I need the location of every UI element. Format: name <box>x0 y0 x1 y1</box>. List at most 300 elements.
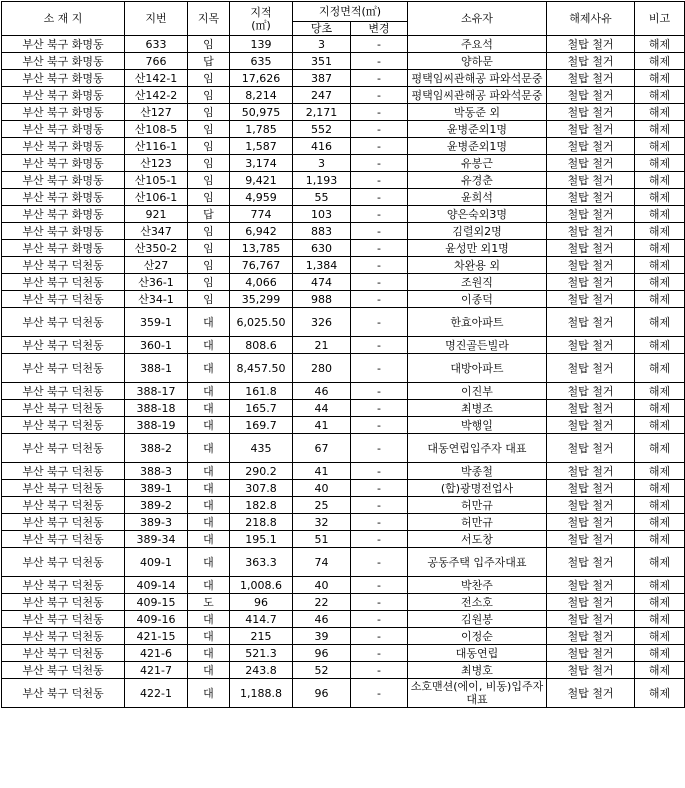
cell-initial: 96 <box>293 645 351 662</box>
cell-reason: 철탑 철거 <box>547 121 635 138</box>
cell-category: 대 <box>188 514 230 531</box>
cell-area: 808.6 <box>230 337 293 354</box>
cell-owner: 명진골든빌라 <box>408 337 547 354</box>
cell-category: 도 <box>188 594 230 611</box>
cell-location: 부산 북구 화명동 <box>2 87 125 104</box>
cell-remark: 해제 <box>635 417 685 434</box>
cell-remark: 해제 <box>635 104 685 121</box>
cell-category: 대 <box>188 645 230 662</box>
cell-remark: 해제 <box>635 577 685 594</box>
cell-change: - <box>351 383 408 400</box>
cell-lot: 389-1 <box>125 480 188 497</box>
cell-change: - <box>351 274 408 291</box>
cell-remark: 해제 <box>635 87 685 104</box>
table-row <box>2 70 685 87</box>
cell-location: 부산 북구 화명동 <box>2 70 125 87</box>
cell-change: - <box>351 87 408 104</box>
cell-area: 774 <box>230 206 293 223</box>
cell-initial: 387 <box>293 70 351 87</box>
cell-remark: 해제 <box>635 291 685 308</box>
cell-reason: 철탑 철거 <box>547 577 635 594</box>
cell-change: - <box>351 577 408 594</box>
cell-remark: 해제 <box>635 400 685 417</box>
cell-reason: 철탑 철거 <box>547 628 635 645</box>
cell-location: 부산 북구 덕천동 <box>2 383 125 400</box>
cell-location: 부산 북구 화명동 <box>2 121 125 138</box>
cell-remark: 해제 <box>635 463 685 480</box>
cell-owner: 서도창 <box>408 531 547 548</box>
cell-owner: 양은숙외3명 <box>408 206 547 223</box>
cell-area: 6,942 <box>230 223 293 240</box>
cell-area: 363.3 <box>230 548 293 577</box>
cell-change: - <box>351 206 408 223</box>
cell-remark: 해제 <box>635 383 685 400</box>
cell-reason: 철탑 철거 <box>547 240 635 257</box>
cell-lot: 921 <box>125 206 188 223</box>
cell-location: 부산 북구 덕천동 <box>2 628 125 645</box>
cell-category: 대 <box>188 628 230 645</box>
cell-category: 임 <box>188 189 230 206</box>
table-row <box>2 679 685 708</box>
cell-remark: 해제 <box>635 223 685 240</box>
cell-lot: 산347 <box>125 223 188 240</box>
header-owner: 소유자 <box>408 2 547 36</box>
cell-location: 부산 북구 덕천동 <box>2 611 125 628</box>
cell-reason: 철탑 철거 <box>547 679 635 708</box>
cell-initial: 280 <box>293 354 351 383</box>
cell-lot: 409-14 <box>125 577 188 594</box>
cell-reason: 철탑 철거 <box>547 223 635 240</box>
table-row <box>2 611 685 628</box>
cell-area: 17,626 <box>230 70 293 87</box>
cell-owner: 유봉근 <box>408 155 547 172</box>
table-header <box>2 2 685 36</box>
cell-initial: 67 <box>293 434 351 463</box>
cell-reason: 철탑 철거 <box>547 417 635 434</box>
table-row <box>2 497 685 514</box>
cell-area: 290.2 <box>230 463 293 480</box>
cell-location: 부산 북구 화명동 <box>2 206 125 223</box>
cell-initial: 52 <box>293 662 351 679</box>
cell-area: 435 <box>230 434 293 463</box>
table-row <box>2 400 685 417</box>
cell-location: 부산 북구 덕천동 <box>2 662 125 679</box>
cell-reason: 철탑 철거 <box>547 480 635 497</box>
cell-remark: 해제 <box>635 628 685 645</box>
cell-location: 부산 북구 덕천동 <box>2 577 125 594</box>
header-reason: 해제사유 <box>547 2 635 36</box>
cell-initial: 46 <box>293 383 351 400</box>
cell-area: 139 <box>230 36 293 53</box>
cell-area: 6,025.50 <box>230 308 293 337</box>
cell-initial: 51 <box>293 531 351 548</box>
cell-area: 195.1 <box>230 531 293 548</box>
table-row <box>2 121 685 138</box>
header-initial: 당초 <box>293 22 351 36</box>
header-area-unit: (㎡) <box>251 18 271 32</box>
cell-owner: 윤희석 <box>408 189 547 206</box>
cell-initial: 3 <box>293 36 351 53</box>
cell-lot: 산142-1 <box>125 70 188 87</box>
cell-change: - <box>351 189 408 206</box>
cell-initial: 247 <box>293 87 351 104</box>
cell-change: - <box>351 121 408 138</box>
cell-initial: 44 <box>293 400 351 417</box>
cell-reason: 철탑 철거 <box>547 645 635 662</box>
cell-lot: 766 <box>125 53 188 70</box>
cell-reason: 철탑 철거 <box>547 400 635 417</box>
cell-reason: 철탑 철거 <box>547 594 635 611</box>
cell-category: 임 <box>188 240 230 257</box>
header-category: 지목 <box>188 2 230 36</box>
cell-owner: 허만규 <box>408 497 547 514</box>
cell-location: 부산 북구 화명동 <box>2 240 125 257</box>
cell-change: - <box>351 337 408 354</box>
header-area-label: 지적 <box>250 5 272 19</box>
cell-lot: 산142-2 <box>125 87 188 104</box>
cell-reason: 철탑 철거 <box>547 36 635 53</box>
cell-reason: 철탑 철거 <box>547 172 635 189</box>
cell-remark: 해제 <box>635 206 685 223</box>
cell-remark: 해제 <box>635 70 685 87</box>
cell-change: - <box>351 172 408 189</box>
cell-owner: 평택임씨관해공 파와석문중 <box>408 87 547 104</box>
cell-category: 대 <box>188 548 230 577</box>
cell-lot: 633 <box>125 36 188 53</box>
cell-reason: 철탑 철거 <box>547 514 635 531</box>
cell-initial: 351 <box>293 53 351 70</box>
cell-change: - <box>351 611 408 628</box>
table-row <box>2 223 685 240</box>
cell-lot: 산108-5 <box>125 121 188 138</box>
cell-owner: 대동연립입주자 대표 <box>408 434 547 463</box>
table-row <box>2 577 685 594</box>
cell-lot: 389-2 <box>125 497 188 514</box>
cell-initial: 1,384 <box>293 257 351 274</box>
cell-category: 대 <box>188 531 230 548</box>
cell-owner: 이진부 <box>408 383 547 400</box>
cell-area: 9,421 <box>230 172 293 189</box>
cell-remark: 해제 <box>635 172 685 189</box>
cell-change: - <box>351 463 408 480</box>
cell-lot: 409-16 <box>125 611 188 628</box>
cell-owner: 평택임씨관해공 파와석문중 <box>408 70 547 87</box>
table-row <box>2 155 685 172</box>
cell-change: - <box>351 497 408 514</box>
cell-remark: 해제 <box>635 240 685 257</box>
cell-lot: 388-19 <box>125 417 188 434</box>
table-row <box>2 594 685 611</box>
cell-lot: 산127 <box>125 104 188 121</box>
cell-category: 임 <box>188 274 230 291</box>
table-row <box>2 548 685 577</box>
table-row <box>2 463 685 480</box>
header-lot: 지번 <box>125 2 188 36</box>
table-row <box>2 417 685 434</box>
cell-remark: 해제 <box>635 594 685 611</box>
cell-remark: 해제 <box>635 189 685 206</box>
cell-reason: 철탑 철거 <box>547 138 635 155</box>
table-row <box>2 337 685 354</box>
cell-lot: 산105-1 <box>125 172 188 189</box>
table-row <box>2 645 685 662</box>
table-row <box>2 104 685 121</box>
cell-change: - <box>351 70 408 87</box>
cell-initial: 46 <box>293 611 351 628</box>
cell-category: 대 <box>188 679 230 708</box>
cell-initial: 22 <box>293 594 351 611</box>
cell-change: - <box>351 138 408 155</box>
cell-area: 169.7 <box>230 417 293 434</box>
cell-owner: 최병조 <box>408 400 547 417</box>
cell-change: - <box>351 354 408 383</box>
release-table <box>1 1 685 708</box>
cell-category: 임 <box>188 87 230 104</box>
cell-initial: 25 <box>293 497 351 514</box>
cell-initial: 96 <box>293 679 351 708</box>
cell-category: 임 <box>188 172 230 189</box>
cell-owner: 양하문 <box>408 53 547 70</box>
cell-location: 부산 북구 덕천동 <box>2 337 125 354</box>
cell-owner: 공동주택 입주자대표 <box>408 548 547 577</box>
cell-remark: 해제 <box>635 662 685 679</box>
cell-remark: 해제 <box>635 679 685 708</box>
cell-lot: 389-3 <box>125 514 188 531</box>
cell-initial: 55 <box>293 189 351 206</box>
cell-category: 답 <box>188 53 230 70</box>
cell-lot: 산123 <box>125 155 188 172</box>
cell-remark: 해제 <box>635 645 685 662</box>
cell-change: - <box>351 679 408 708</box>
cell-owner: 박찬주 <box>408 577 547 594</box>
cell-owner: 차완용 외 <box>408 257 547 274</box>
table-row <box>2 172 685 189</box>
cell-reason: 철탑 철거 <box>547 206 635 223</box>
cell-category: 대 <box>188 480 230 497</box>
table-row <box>2 36 685 53</box>
cell-initial: 41 <box>293 417 351 434</box>
cell-owner: 윤병준외1명 <box>408 121 547 138</box>
cell-lot: 421-15 <box>125 628 188 645</box>
cell-lot: 388-2 <box>125 434 188 463</box>
cell-reason: 철탑 철거 <box>547 548 635 577</box>
header-remark: 비고 <box>635 2 685 36</box>
cell-category: 임 <box>188 291 230 308</box>
table-row <box>2 274 685 291</box>
cell-reason: 철탑 철거 <box>547 531 635 548</box>
cell-change: - <box>351 645 408 662</box>
cell-reason: 철탑 철거 <box>547 383 635 400</box>
cell-lot: 산106-1 <box>125 189 188 206</box>
cell-category: 임 <box>188 223 230 240</box>
cell-initial: 2,171 <box>293 104 351 121</box>
cell-lot: 산350-2 <box>125 240 188 257</box>
cell-lot: 421-6 <box>125 645 188 662</box>
cell-reason: 철탑 철거 <box>547 291 635 308</box>
cell-category: 대 <box>188 337 230 354</box>
table-row <box>2 308 685 337</box>
cell-category: 대 <box>188 463 230 480</box>
cell-lot: 산27 <box>125 257 188 274</box>
cell-area: 182.8 <box>230 497 293 514</box>
cell-reason: 철탑 철거 <box>547 104 635 121</box>
cell-change: - <box>351 36 408 53</box>
cell-category: 대 <box>188 354 230 383</box>
cell-category: 대 <box>188 383 230 400</box>
cell-initial: 416 <box>293 138 351 155</box>
cell-area: 13,785 <box>230 240 293 257</box>
cell-reason: 철탑 철거 <box>547 354 635 383</box>
cell-owner: (합)광명전업사 <box>408 480 547 497</box>
cell-category: 임 <box>188 36 230 53</box>
cell-category: 대 <box>188 417 230 434</box>
cell-lot: 422-1 <box>125 679 188 708</box>
cell-owner: 소호맨션(에이, 비동)입주자대표 <box>408 679 547 708</box>
cell-area: 1,785 <box>230 121 293 138</box>
cell-remark: 해제 <box>635 354 685 383</box>
table-row <box>2 206 685 223</box>
cell-lot: 360-1 <box>125 337 188 354</box>
cell-area: 414.7 <box>230 611 293 628</box>
cell-location: 부산 북구 화명동 <box>2 36 125 53</box>
cell-location: 부산 북구 덕천동 <box>2 594 125 611</box>
cell-initial: 474 <box>293 274 351 291</box>
cell-owner: 박종철 <box>408 463 547 480</box>
cell-area: 4,066 <box>230 274 293 291</box>
cell-reason: 철탑 철거 <box>547 337 635 354</box>
cell-remark: 해제 <box>635 274 685 291</box>
cell-remark: 해제 <box>635 480 685 497</box>
cell-change: - <box>351 434 408 463</box>
cell-remark: 해제 <box>635 531 685 548</box>
cell-category: 대 <box>188 662 230 679</box>
table-body <box>2 36 685 708</box>
cell-initial: 41 <box>293 463 351 480</box>
cell-initial: 74 <box>293 548 351 577</box>
cell-owner: 유경춘 <box>408 172 547 189</box>
cell-location: 부산 북구 덕천동 <box>2 480 125 497</box>
cell-owner: 윤성만 외1명 <box>408 240 547 257</box>
cell-initial: 883 <box>293 223 351 240</box>
cell-change: - <box>351 240 408 257</box>
cell-location: 부산 북구 화명동 <box>2 189 125 206</box>
cell-change: - <box>351 417 408 434</box>
table-row <box>2 531 685 548</box>
cell-area: 215 <box>230 628 293 645</box>
cell-location: 부산 북구 덕천동 <box>2 257 125 274</box>
table-row <box>2 257 685 274</box>
cell-location: 부산 북구 덕천동 <box>2 400 125 417</box>
cell-area: 243.8 <box>230 662 293 679</box>
cell-area: 1,008.6 <box>230 577 293 594</box>
table-row <box>2 240 685 257</box>
cell-initial: 103 <box>293 206 351 223</box>
cell-remark: 해제 <box>635 434 685 463</box>
table-row <box>2 628 685 645</box>
cell-change: - <box>351 155 408 172</box>
cell-change: - <box>351 531 408 548</box>
table-row <box>2 480 685 497</box>
header-area <box>230 2 293 36</box>
cell-area: 161.8 <box>230 383 293 400</box>
cell-location: 부산 북구 덕천동 <box>2 417 125 434</box>
cell-remark: 해제 <box>635 497 685 514</box>
cell-remark: 해제 <box>635 257 685 274</box>
cell-owner: 김원봉 <box>408 611 547 628</box>
cell-remark: 해제 <box>635 337 685 354</box>
cell-lot: 산116-1 <box>125 138 188 155</box>
table-row <box>2 662 685 679</box>
cell-remark: 해제 <box>635 53 685 70</box>
cell-remark: 해제 <box>635 36 685 53</box>
cell-initial: 32 <box>293 514 351 531</box>
cell-location: 부산 북구 덕천동 <box>2 463 125 480</box>
table-row <box>2 354 685 383</box>
cell-owner: 이종덕 <box>408 291 547 308</box>
cell-category: 대 <box>188 497 230 514</box>
cell-category: 임 <box>188 155 230 172</box>
cell-owner: 주요석 <box>408 36 547 53</box>
cell-lot: 421-7 <box>125 662 188 679</box>
cell-location: 부산 북구 화명동 <box>2 104 125 121</box>
cell-change: - <box>351 257 408 274</box>
cell-category: 임 <box>188 104 230 121</box>
cell-initial: 40 <box>293 577 351 594</box>
cell-location: 부산 북구 화명동 <box>2 155 125 172</box>
table-row <box>2 514 685 531</box>
cell-lot: 산34-1 <box>125 291 188 308</box>
cell-remark: 해제 <box>635 155 685 172</box>
cell-category: 임 <box>188 257 230 274</box>
cell-lot: 388-17 <box>125 383 188 400</box>
cell-change: - <box>351 308 408 337</box>
cell-change: - <box>351 514 408 531</box>
cell-owner: 박행일 <box>408 417 547 434</box>
cell-category: 대 <box>188 308 230 337</box>
cell-area: 50,975 <box>230 104 293 121</box>
cell-reason: 철탑 철거 <box>547 463 635 480</box>
table-row <box>2 383 685 400</box>
cell-reason: 철탑 철거 <box>547 308 635 337</box>
cell-category: 임 <box>188 138 230 155</box>
cell-location: 부산 북구 덕천동 <box>2 497 125 514</box>
cell-area: 35,299 <box>230 291 293 308</box>
cell-change: - <box>351 223 408 240</box>
cell-remark: 해제 <box>635 611 685 628</box>
cell-lot: 389-34 <box>125 531 188 548</box>
cell-change: - <box>351 662 408 679</box>
table-row <box>2 189 685 206</box>
cell-owner: 최병호 <box>408 662 547 679</box>
cell-location: 부산 북구 화명동 <box>2 53 125 70</box>
table-row <box>2 53 685 70</box>
cell-lot: 409-15 <box>125 594 188 611</box>
cell-location: 부산 북구 덕천동 <box>2 645 125 662</box>
cell-location: 부산 북구 덕천동 <box>2 291 125 308</box>
cell-area: 1,188.8 <box>230 679 293 708</box>
cell-lot: 산36-1 <box>125 274 188 291</box>
cell-category: 임 <box>188 121 230 138</box>
cell-reason: 철탑 철거 <box>547 155 635 172</box>
cell-initial: 326 <box>293 308 351 337</box>
cell-owner: 윤병준외1명 <box>408 138 547 155</box>
cell-area: 4,959 <box>230 189 293 206</box>
cell-change: - <box>351 104 408 121</box>
cell-change: - <box>351 594 408 611</box>
cell-area: 307.8 <box>230 480 293 497</box>
cell-category: 대 <box>188 611 230 628</box>
table-row <box>2 434 685 463</box>
